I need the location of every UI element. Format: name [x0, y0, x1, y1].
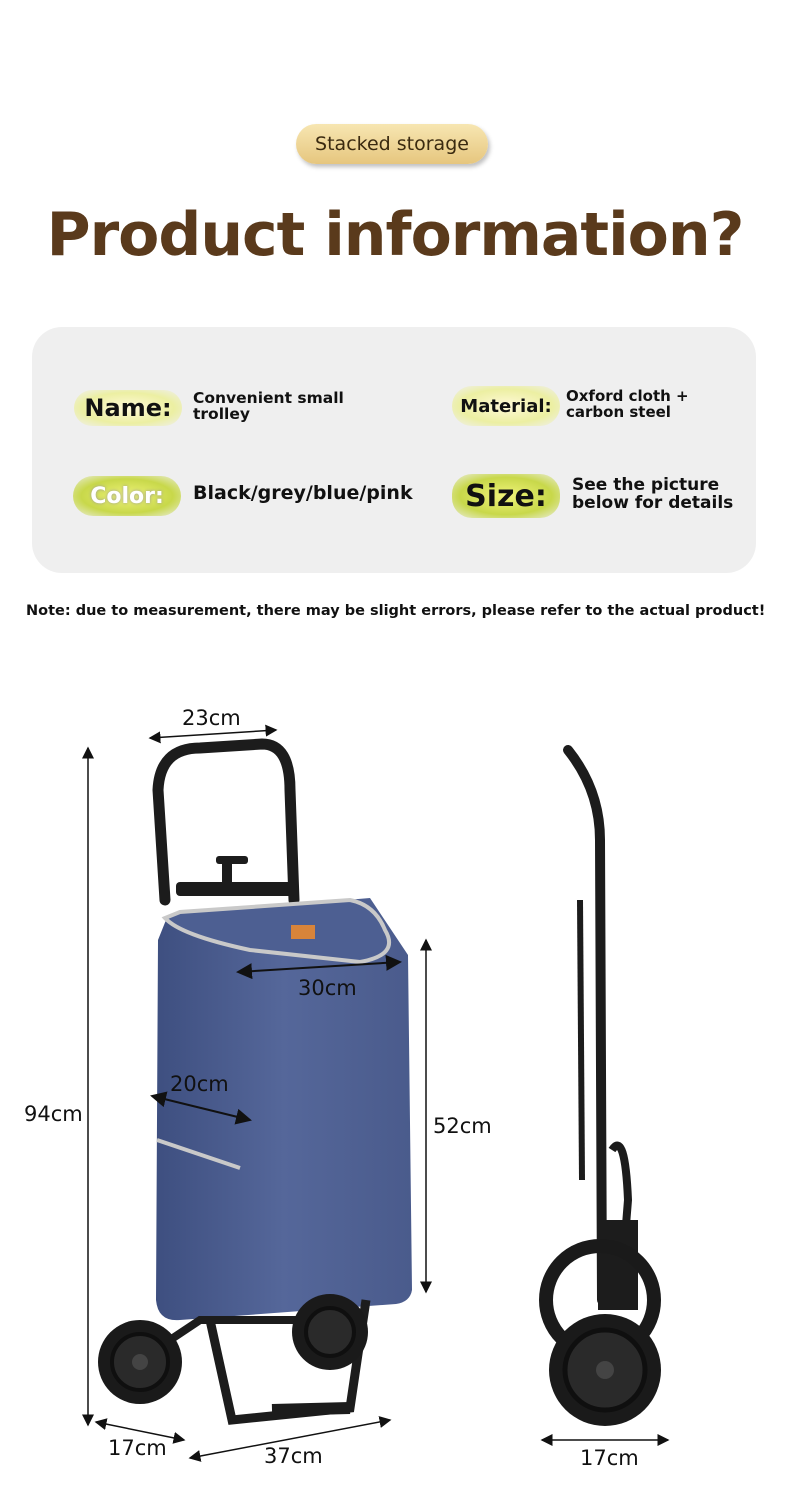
page-title: Product information?: [46, 200, 744, 270]
info-card: [32, 327, 756, 573]
dim-bag-height: 52cm: [433, 1114, 492, 1138]
dim-side-depth: 17cm: [580, 1446, 639, 1470]
measurement-note: Note: due to measurement, there may be slight errors, please refer to the actual product!: [26, 603, 766, 619]
material-value: Oxford cloth + carbon steel: [566, 387, 689, 421]
material-label: Material:: [452, 386, 560, 426]
dim-handle-width: 23cm: [182, 706, 241, 730]
name-label: Name:: [74, 390, 182, 426]
dim-bag-depth: 20cm: [170, 1072, 229, 1096]
dim-base-width: 37cm: [264, 1444, 323, 1468]
dim-bag-width: 30cm: [298, 976, 357, 1000]
dim-total-height: 94cm: [24, 1102, 83, 1126]
dim-wheel-depth: 17cm: [108, 1436, 167, 1460]
size-value: See the picture below for details: [572, 475, 734, 513]
color-value: Black/grey/blue/pink: [193, 482, 413, 504]
color-label: Color:: [73, 476, 181, 516]
name-value: Convenient small trolley: [193, 389, 344, 424]
front-trolley-illustration: [0, 640, 790, 1507]
section-badge: Stacked storage: [296, 124, 488, 164]
size-label: Size:: [452, 474, 560, 518]
